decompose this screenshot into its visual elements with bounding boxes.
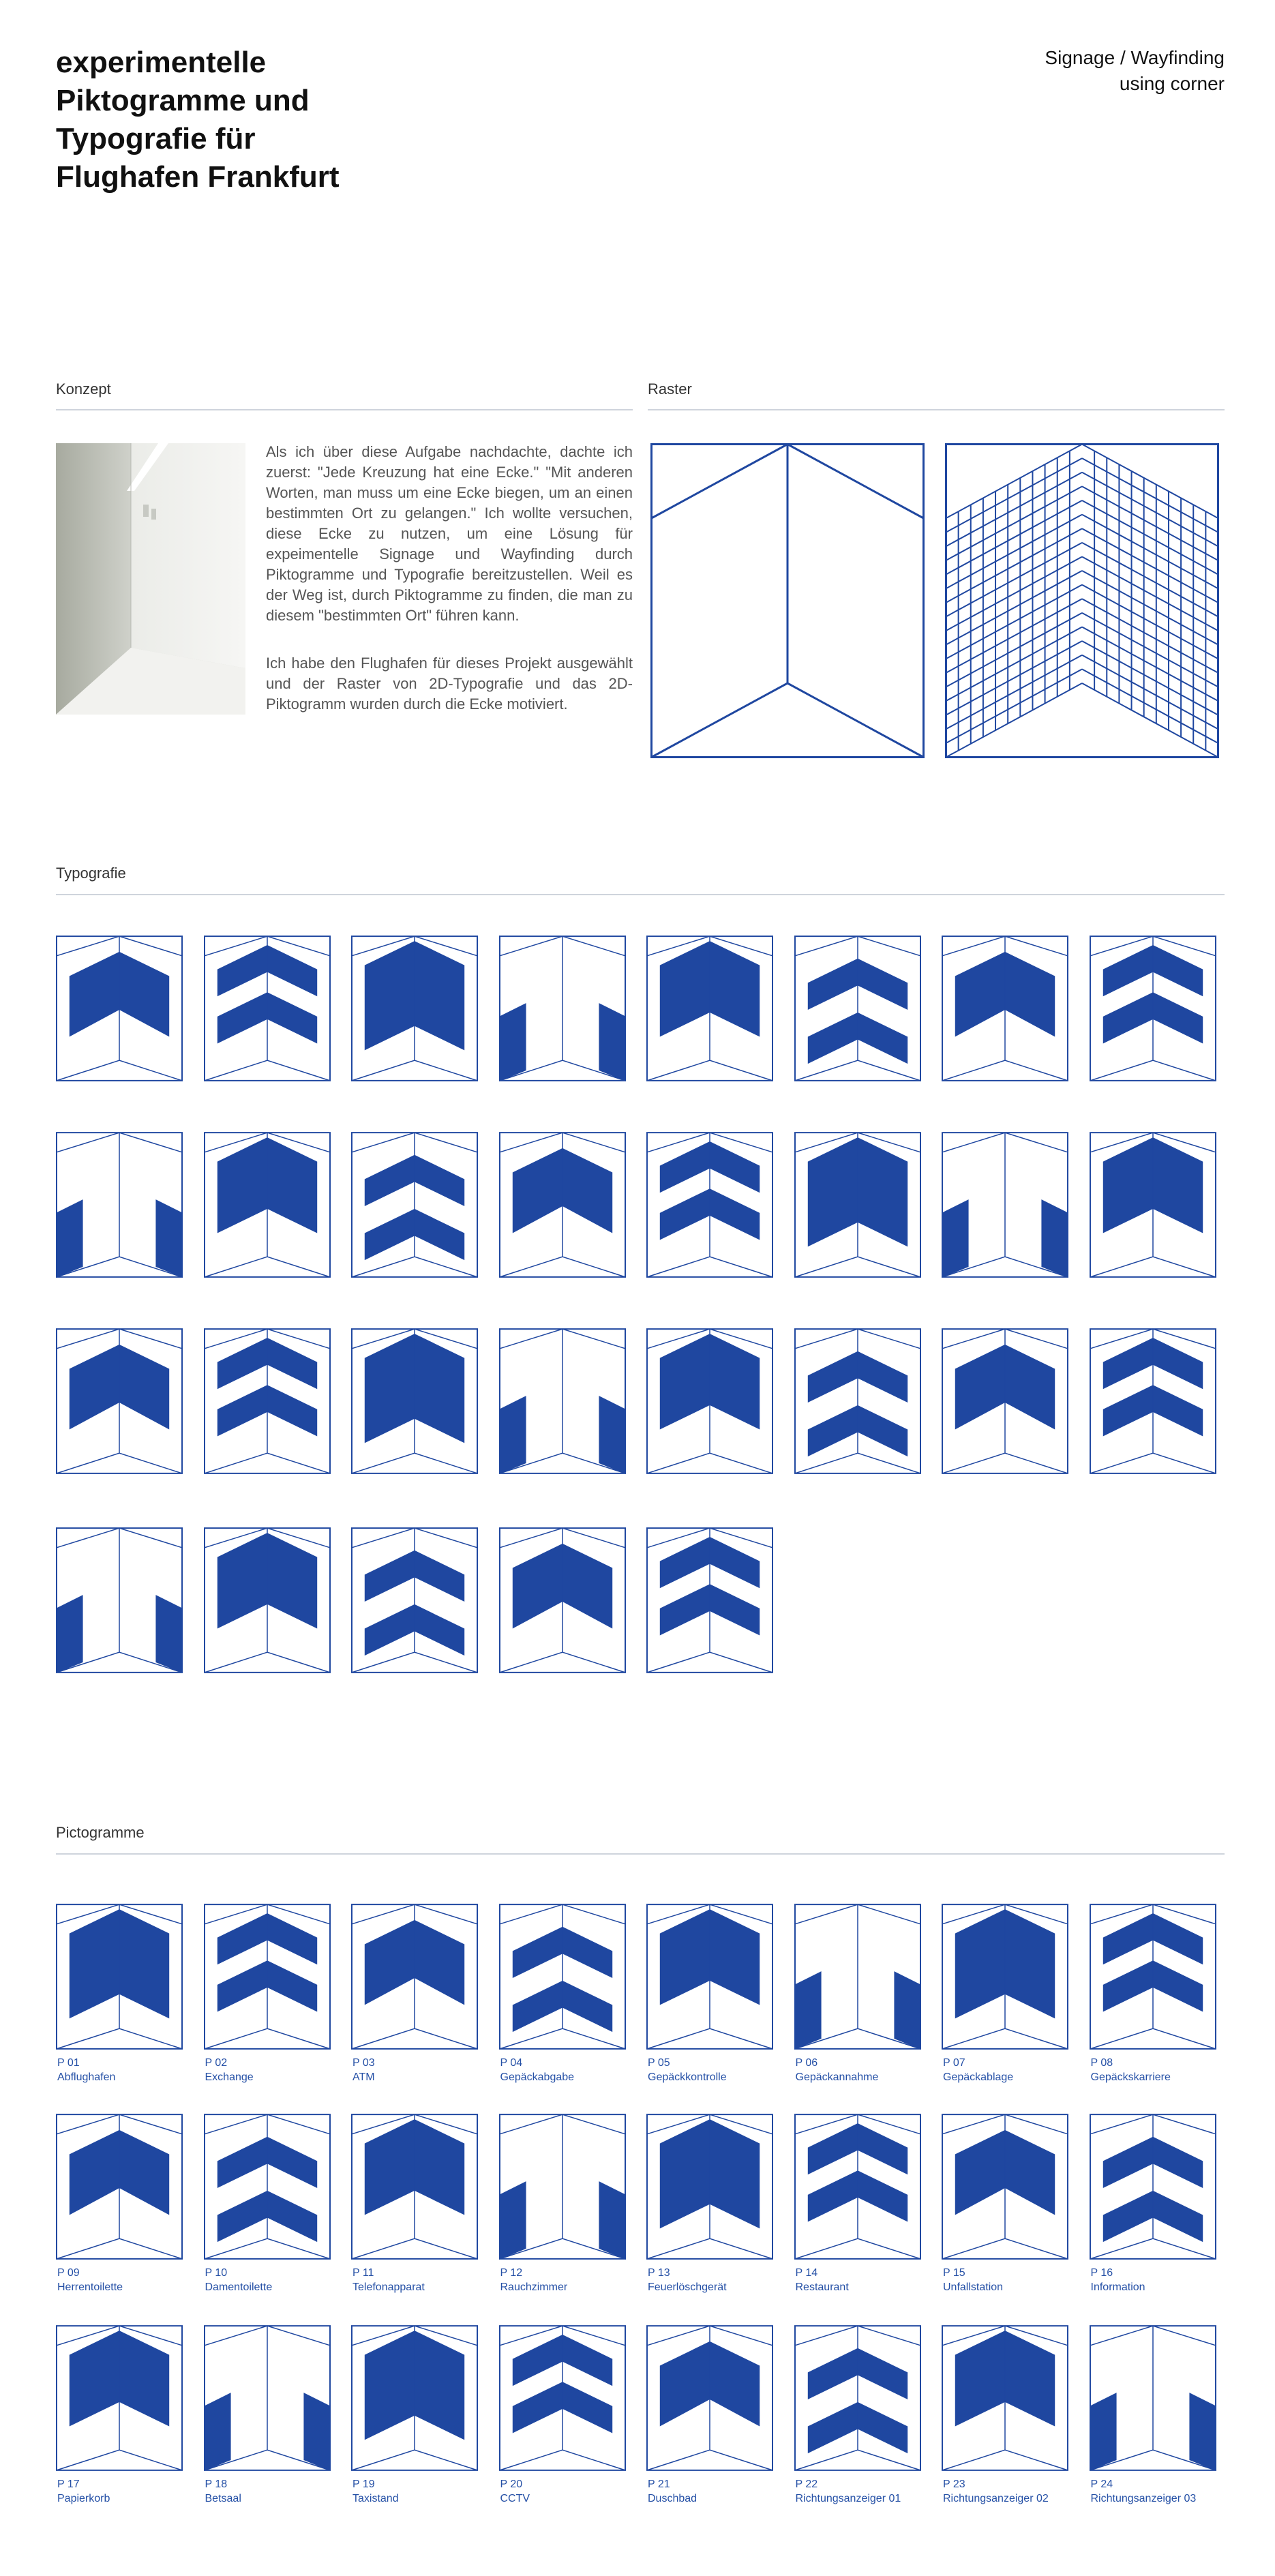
pictogram-code: P 20 bbox=[500, 2478, 523, 2490]
pictogram-tile bbox=[794, 2114, 921, 2260]
pictogram-tile bbox=[1090, 1904, 1216, 2050]
pictogram-code: P 17 bbox=[57, 2478, 80, 2490]
pictogram-name: Gepäckannahme bbox=[795, 2071, 879, 2083]
typography-glyph bbox=[1090, 935, 1216, 1081]
page-subtitle bbox=[1045, 45, 1225, 97]
typography-glyph bbox=[351, 935, 478, 1081]
pictogram-name: CCTV bbox=[500, 2493, 530, 2504]
pictogram-name: Damentoilette bbox=[205, 2281, 273, 2293]
typography-glyph bbox=[204, 1328, 331, 1474]
pictogram-name: Abflughafen bbox=[57, 2071, 116, 2083]
subtitle-line: Signage / Wayfinding bbox=[1045, 47, 1225, 68]
section-label-typografie: Typografie bbox=[56, 865, 126, 882]
pictogram-tile bbox=[204, 2325, 331, 2471]
title-line: Flughafen Frankfurt bbox=[56, 160, 340, 194]
pictogram-name: Papierkorb bbox=[57, 2493, 110, 2504]
typography-glyph bbox=[351, 1328, 478, 1474]
pictogram-name: Exchange bbox=[205, 2071, 254, 2083]
typography-glyph bbox=[204, 1132, 331, 1278]
concept-paragraph: Als ich über diese Aufgabe nachdachte, dachte ich zuerst: "Jede Kreuzung hat eine Ecke." "Mit anderen Worten, man muss um eine Ecke biegen, um an einen bestimmten Ort zu gelangen." Ich wollte versuchen, diese Ecke zu nutzen, um eine Lösung für expeimentelle Signage und Wayfinding durch Piktogramme und Typografie bereitzustellen. Weil es der Weg ist, durch Piktogramme zu finden, die man zu diesem "bestimmten Ort" führen kann. bbox=[266, 443, 633, 624]
pictogram-tile bbox=[351, 1904, 478, 2050]
typography-glyph bbox=[56, 935, 183, 1081]
pictogram-code: P 08 bbox=[1090, 2057, 1113, 2069]
pictogram-tile bbox=[646, 1904, 773, 2050]
title-line: Piktogramme und bbox=[56, 84, 310, 117]
typography-glyph bbox=[204, 935, 331, 1081]
pictogram-code: P 22 bbox=[795, 2478, 818, 2490]
pictogram-name: Duschbad bbox=[648, 2493, 698, 2504]
pictogram-code: P 09 bbox=[57, 2267, 80, 2279]
pictogram-name: Gepäckabgabe bbox=[500, 2071, 575, 2083]
raster-diagram-simple bbox=[650, 443, 925, 758]
pictogram-name: Richtungsanzeiger 02 bbox=[943, 2493, 1049, 2504]
section-label-raster: Raster bbox=[648, 380, 692, 398]
typography-glyph bbox=[499, 1527, 626, 1673]
section-divider bbox=[648, 409, 1225, 410]
typography-glyph bbox=[56, 1132, 183, 1278]
pictogram-name: Herrentoilette bbox=[57, 2281, 123, 2293]
pictogram-code: P 07 bbox=[943, 2057, 965, 2069]
pictogram-name: Taxistand bbox=[352, 2493, 399, 2504]
pictogram-tile bbox=[499, 2114, 626, 2260]
typography-glyph bbox=[499, 1132, 626, 1278]
typography-glyph bbox=[942, 1132, 1068, 1278]
pictogram-tile bbox=[942, 2114, 1068, 2260]
pictogram-name: Betsaal bbox=[205, 2493, 241, 2504]
pictogram-tile bbox=[351, 2325, 478, 2471]
pictogram-name: Restaurant bbox=[795, 2281, 849, 2293]
pictogram-name: Unfallstation bbox=[943, 2281, 1004, 2293]
pictogram-name: Telefonapparat bbox=[352, 2281, 425, 2293]
pictogram-code: P 03 bbox=[352, 2057, 375, 2069]
pictogram-code: P 13 bbox=[648, 2267, 670, 2279]
pictogram-tile bbox=[56, 2325, 183, 2471]
pictogram-name: Richtungsanzeiger 03 bbox=[1090, 2493, 1197, 2504]
typography-glyph bbox=[499, 1328, 626, 1474]
typography-glyph bbox=[351, 1132, 478, 1278]
pictogram-code: P 15 bbox=[943, 2267, 965, 2279]
pictogram-name: Richtungsanzeiger 01 bbox=[795, 2493, 901, 2504]
pictogram-tile bbox=[794, 2325, 921, 2471]
pictogram-code: P 16 bbox=[1090, 2267, 1113, 2279]
pictogram-tile bbox=[56, 2114, 183, 2260]
pictogram-code: P 10 bbox=[205, 2267, 228, 2279]
pictogram-code: P 04 bbox=[500, 2057, 523, 2069]
pictogram-tile bbox=[204, 2114, 331, 2260]
pictogram-code: P 05 bbox=[648, 2057, 670, 2069]
typography-glyph bbox=[1090, 1132, 1216, 1278]
title-line: experimentelle bbox=[56, 46, 267, 79]
pictogram-tile bbox=[646, 2325, 773, 2471]
pictogram-code: P 02 bbox=[205, 2057, 228, 2069]
typography-glyph bbox=[942, 935, 1068, 1081]
pictogram-tile bbox=[942, 2325, 1068, 2471]
typography-glyph bbox=[56, 1328, 183, 1474]
typography-glyph bbox=[1090, 1328, 1216, 1474]
pictogram-code: P 18 bbox=[205, 2478, 228, 2490]
typography-glyph bbox=[646, 1328, 773, 1474]
pictogram-code: P 11 bbox=[352, 2267, 374, 2279]
pictogram-name: Gepäckskarriere bbox=[1090, 2071, 1171, 2083]
concept-paragraph: Ich habe den Flughafen für dieses Projekt ausgewählt und der Raster von 2D-Typografie und das 2D-Piktogramm wurden durch die Ecke motiviert. bbox=[266, 655, 633, 713]
pictogram-name: Feuerlöschgerät bbox=[648, 2281, 727, 2293]
pictogram-code: P 12 bbox=[500, 2267, 523, 2279]
pictogram-code: P 01 bbox=[57, 2057, 80, 2069]
raster-diagram-grid bbox=[945, 443, 1219, 758]
typography-glyph bbox=[646, 1527, 773, 1673]
page-title bbox=[56, 44, 410, 196]
typography-glyph bbox=[646, 935, 773, 1081]
typography-glyph bbox=[56, 1527, 183, 1673]
pictogram-name: ATM bbox=[352, 2071, 375, 2083]
pictogram-code: P 14 bbox=[795, 2267, 818, 2279]
concept-photo bbox=[56, 443, 245, 715]
title-line: Typografie für bbox=[56, 122, 256, 155]
pictogram-tile bbox=[499, 2325, 626, 2471]
section-divider bbox=[56, 409, 633, 410]
typography-glyph bbox=[499, 935, 626, 1081]
typography-glyph bbox=[351, 1527, 478, 1673]
pictogram-tile bbox=[351, 2114, 478, 2260]
section-label-pictogramme: Pictogramme bbox=[56, 1824, 145, 1841]
pictogram-tile bbox=[204, 1904, 331, 2050]
pictogram-code: P 23 bbox=[943, 2478, 965, 2490]
pictogram-name: Rauchzimmer bbox=[500, 2281, 568, 2293]
pictogram-tile bbox=[56, 1904, 183, 2050]
pictogram-tile bbox=[1090, 2325, 1216, 2471]
typography-glyph bbox=[794, 1132, 921, 1278]
pictogram-tile bbox=[646, 2114, 773, 2260]
typography-glyph bbox=[794, 935, 921, 1081]
typography-glyph bbox=[646, 1132, 773, 1278]
section-label-konzept: Konzept bbox=[56, 380, 111, 398]
pictogram-name: Gepäckkontrolle bbox=[648, 2071, 727, 2083]
typography-glyph bbox=[942, 1328, 1068, 1474]
section-divider bbox=[56, 1853, 1225, 1855]
pictogram-code: P 24 bbox=[1090, 2478, 1113, 2490]
pictogram-code: P 06 bbox=[795, 2057, 818, 2069]
section-divider bbox=[56, 894, 1225, 895]
subtitle-line: using corner bbox=[1119, 73, 1225, 94]
pictogram-code: P 19 bbox=[352, 2478, 375, 2490]
pictogram-tile bbox=[794, 1904, 921, 2050]
pictogram-tile bbox=[1090, 2114, 1216, 2260]
typography-glyph bbox=[204, 1527, 331, 1673]
pictogram-code: P 21 bbox=[648, 2478, 670, 2490]
pictogram-tile bbox=[942, 1904, 1068, 2050]
typography-glyph bbox=[794, 1328, 921, 1474]
pictogram-name: Gepäckablage bbox=[943, 2071, 1014, 2083]
pictogram-tile bbox=[499, 1904, 626, 2050]
pictogram-name: Information bbox=[1090, 2281, 1145, 2293]
